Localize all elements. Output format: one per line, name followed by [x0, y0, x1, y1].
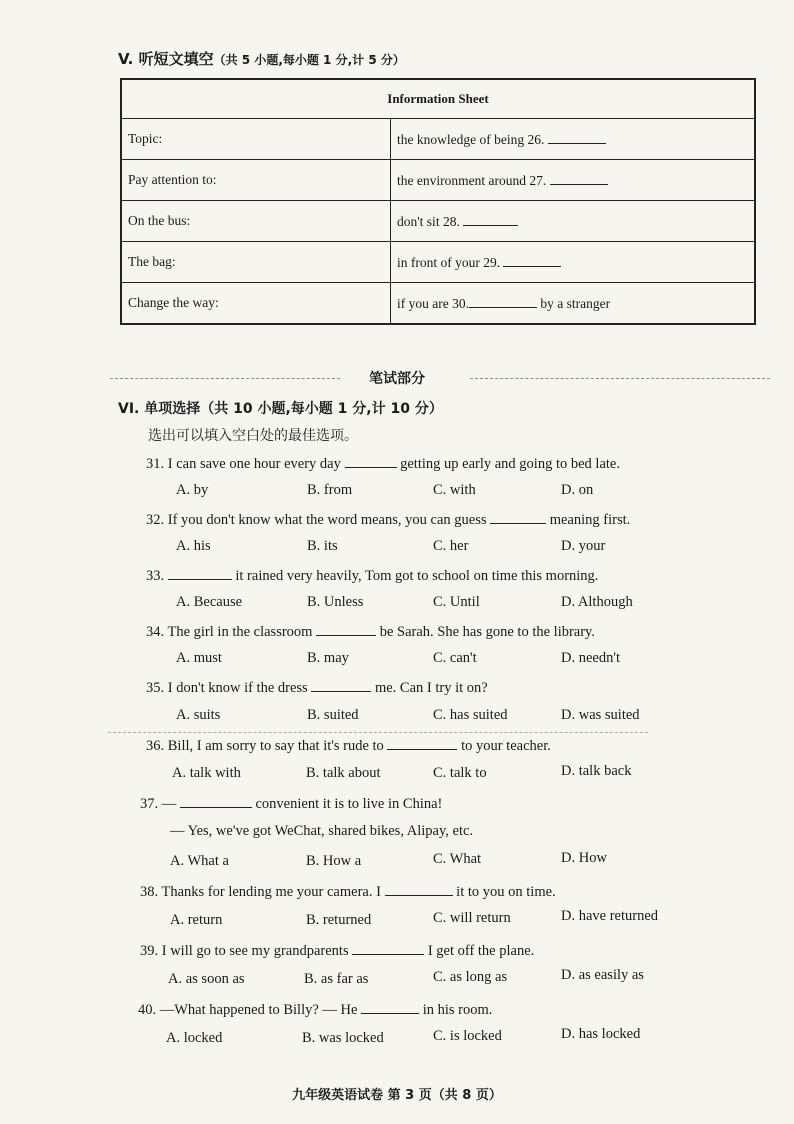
- stem: 35. I don't know if the dress: [146, 680, 308, 696]
- answer-blank[interactable]: [490, 510, 546, 524]
- row-text: if you are 30.: [397, 295, 469, 311]
- answer-blank[interactable]: [361, 1000, 419, 1014]
- question-33: [146, 566, 598, 585]
- stem-after: to your teacher.: [461, 738, 551, 754]
- table-row: [121, 119, 755, 160]
- row-label: On the bus:: [121, 201, 391, 242]
- table-row: [121, 283, 755, 325]
- option-c[interactable]: C. has suited: [433, 707, 508, 723]
- section6-title: VI. 单项选择（共 10 小题,每小题 1 分,计 10 分）: [118, 401, 443, 417]
- stem: 31. I can save one hour every day: [146, 456, 341, 472]
- option-b[interactable]: B. returned: [306, 912, 372, 928]
- stem-after: meaning first.: [549, 512, 631, 528]
- option-d[interactable]: D. Although: [561, 594, 633, 610]
- answer-blank[interactable]: [345, 454, 397, 468]
- row-text: in front of your 29.: [397, 254, 501, 270]
- option-b[interactable]: B. may: [307, 650, 349, 666]
- option-a[interactable]: A. by: [176, 482, 209, 498]
- question-37: [140, 794, 442, 813]
- answer-blank[interactable]: [316, 622, 376, 636]
- option-c[interactable]: C. as long as: [433, 969, 508, 985]
- question-31: [146, 454, 620, 473]
- answer-blank[interactable]: [180, 794, 252, 808]
- table-row: [121, 242, 755, 283]
- option-c[interactable]: C. with: [433, 482, 476, 498]
- stem: 40. —What happened to Billy? — He: [138, 1002, 358, 1018]
- option-b[interactable]: B. talk about: [306, 765, 381, 781]
- row-content: [391, 160, 756, 201]
- option-c[interactable]: C. can't: [433, 650, 477, 666]
- answer-blank[interactable]: [352, 941, 424, 955]
- stem-after: getting up early and going to bed late.: [400, 456, 620, 472]
- option-a[interactable]: A. suits: [176, 707, 221, 723]
- answer-blank[interactable]: [548, 131, 606, 144]
- option-c[interactable]: C. her: [433, 538, 469, 554]
- row-content: [391, 119, 756, 160]
- option-c[interactable]: C. will return: [433, 910, 511, 926]
- row-text: don't sit 28.: [397, 213, 460, 229]
- table-row: [121, 160, 755, 201]
- option-a[interactable]: A. return: [170, 912, 223, 928]
- page-footer: 九年级英语试卷 第 3 页（共 8 页）: [292, 1088, 502, 1103]
- stem-after: it to you on time.: [456, 884, 556, 900]
- stem-after: it rained very heavily, Tom got to school on time this morning.: [235, 568, 599, 584]
- stem: 36. Bill, I am sorry to say that it's rude to: [146, 738, 384, 754]
- stem-after: convenient it is to live in China!: [255, 796, 443, 812]
- row-label: Topic:: [121, 119, 391, 160]
- option-b[interactable]: B. its: [307, 538, 338, 554]
- stem: 33.: [146, 568, 165, 584]
- answer-blank[interactable]: [168, 566, 232, 580]
- option-a[interactable]: A. Because: [176, 594, 243, 610]
- row-label: Pay attention to:: [121, 160, 391, 201]
- question-34: [146, 622, 595, 641]
- option-d[interactable]: D. talk back: [561, 763, 632, 779]
- option-c[interactable]: C. What: [433, 851, 482, 867]
- written-part-title: 笔试部分: [369, 371, 425, 387]
- answer-blank[interactable]: [503, 254, 561, 267]
- table-header: Information Sheet: [121, 79, 755, 119]
- row-content: [391, 283, 756, 325]
- stem-after: me. Can I try it on?: [374, 680, 488, 696]
- row-label: The bag:: [121, 242, 391, 283]
- question-32: [146, 510, 630, 529]
- stem: 34. The girl in the classroom: [146, 624, 313, 640]
- option-a[interactable]: A. talk with: [172, 765, 241, 781]
- option-c[interactable]: C. Until: [433, 594, 480, 610]
- option-d[interactable]: D. on: [561, 482, 594, 498]
- question-40: [138, 1000, 492, 1019]
- answer-blank[interactable]: [463, 213, 518, 226]
- question-39: [140, 941, 534, 960]
- option-a[interactable]: A. his: [176, 538, 211, 554]
- option-d[interactable]: D. your: [561, 538, 606, 554]
- row-text: the knowledge of being 26.: [397, 131, 545, 147]
- option-c[interactable]: C. is locked: [433, 1028, 502, 1044]
- option-b[interactable]: B. suited: [307, 707, 359, 723]
- fold-line: [108, 732, 648, 733]
- answer-blank[interactable]: [385, 882, 453, 896]
- option-b[interactable]: B. How a: [306, 853, 362, 869]
- stem: 39. I will go to see my grandparents: [140, 943, 349, 959]
- row-text-after: by a stranger: [540, 295, 611, 311]
- option-b[interactable]: B. as far as: [304, 971, 369, 987]
- option-a[interactable]: A. must: [176, 650, 222, 666]
- option-d[interactable]: D. as easily as: [561, 967, 644, 983]
- row-content: [391, 242, 756, 283]
- section6-instruction: 选出可以填入空白处的最佳选项。: [148, 428, 358, 444]
- table-row: [121, 201, 755, 242]
- stem: 32. If you don't know what the word means, you can guess: [146, 512, 487, 528]
- question-36: [146, 736, 551, 755]
- question-35: [146, 678, 488, 697]
- information-sheet-table: [120, 78, 756, 325]
- answer-blank[interactable]: [550, 172, 608, 185]
- row-label: Change the way:: [121, 283, 391, 325]
- section5-title: V. 听短文填空: [118, 50, 214, 68]
- option-a[interactable]: A. as soon as: [168, 971, 245, 987]
- stem-after: in his room.: [422, 1002, 493, 1018]
- option-d[interactable]: D. have returned: [561, 908, 659, 924]
- section5-subtitle: （共 5 小题,每小题 1 分,计 5 分）: [213, 53, 405, 67]
- section5-heading: [118, 48, 405, 69]
- option-b[interactable]: B. from: [307, 482, 353, 498]
- option-b[interactable]: B. was locked: [302, 1030, 384, 1046]
- answer-blank[interactable]: [469, 295, 537, 308]
- row-content: [391, 201, 756, 242]
- option-a[interactable]: A. locked: [166, 1030, 223, 1046]
- option-d[interactable]: D. needn't: [561, 650, 620, 666]
- stem-after: I get off the plane.: [427, 943, 535, 959]
- stem: 38. Thanks for lending me your camera. I: [140, 884, 381, 900]
- stem: 37. —: [140, 796, 177, 812]
- question-37-reply: — Yes, we've got WeChat, shared bikes, Alipay, etc.: [170, 823, 474, 839]
- stem-after: be Sarah. She has gone to the library.: [379, 624, 595, 640]
- answer-blank[interactable]: [387, 736, 457, 750]
- answer-blank[interactable]: [311, 678, 371, 692]
- option-c[interactable]: C. talk to: [433, 765, 487, 781]
- row-text: the environment around 27.: [397, 172, 547, 188]
- option-d[interactable]: D. How: [561, 850, 607, 866]
- question-38: [140, 882, 556, 901]
- option-b[interactable]: B. Unless: [307, 594, 364, 610]
- option-d[interactable]: D. has locked: [561, 1026, 641, 1042]
- option-a[interactable]: A. What a: [170, 853, 229, 869]
- option-d[interactable]: D. was suited: [561, 707, 640, 723]
